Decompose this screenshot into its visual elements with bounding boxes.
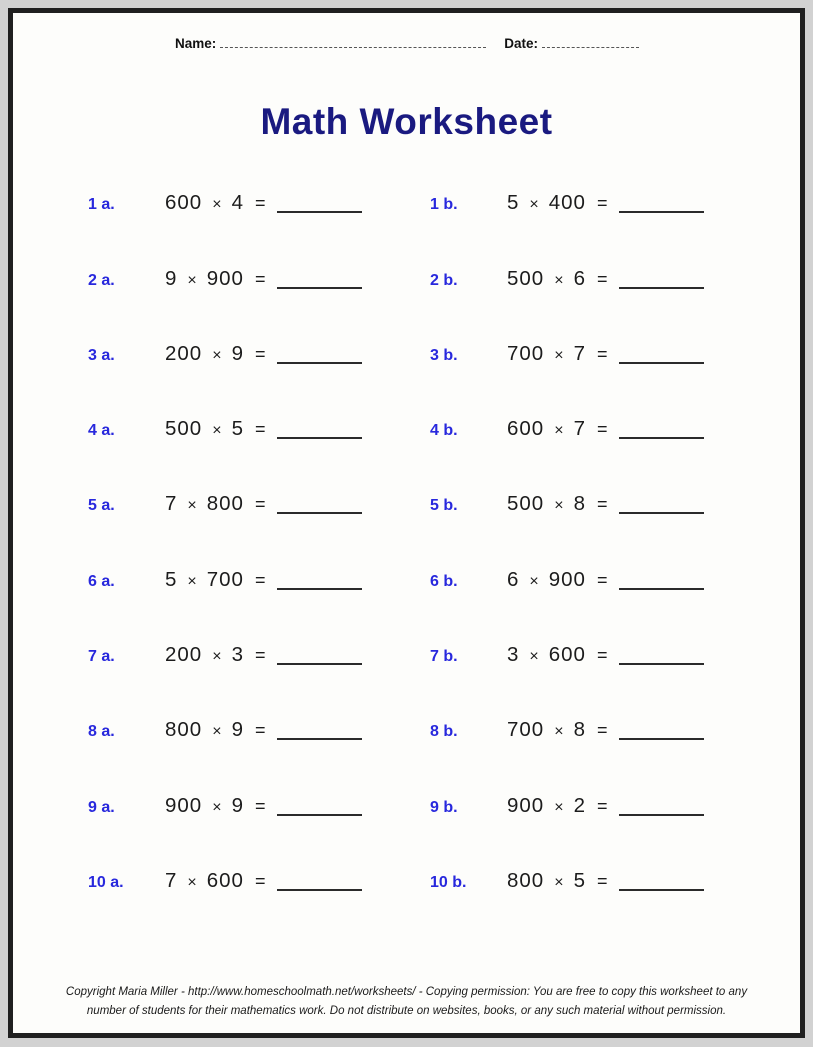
problem-number: 7 a. <box>88 648 115 666</box>
answer-blank[interactable] <box>619 588 704 590</box>
operand-1: 800 <box>507 868 545 892</box>
problem <box>88 869 362 893</box>
answer-blank[interactable] <box>277 663 362 665</box>
problem <box>430 794 704 818</box>
operand-1: 500 <box>507 266 545 290</box>
answer-blank[interactable] <box>277 211 362 213</box>
answer-blank[interactable] <box>619 437 704 439</box>
name-date-header <box>175 35 639 51</box>
multiply-sign: × <box>212 346 222 364</box>
problem <box>88 794 362 818</box>
operand-1: 3 <box>507 643 520 667</box>
multiply-sign: × <box>554 422 564 440</box>
problem <box>88 643 362 667</box>
operand-2: 600 <box>206 868 244 892</box>
operand-2: 700 <box>206 567 244 591</box>
problem <box>88 342 362 366</box>
problem-number: 8 a. <box>88 723 115 741</box>
operand-1: 7 <box>165 868 178 892</box>
operand-2: 8 <box>573 718 586 742</box>
operand-2: 4 <box>231 191 244 215</box>
answer-blank[interactable] <box>277 588 362 590</box>
answer-blank[interactable] <box>277 362 362 364</box>
problem <box>430 267 704 291</box>
multiply-sign: × <box>212 648 222 666</box>
problem <box>88 568 362 592</box>
problem-number: 10 a. <box>88 873 124 891</box>
problem-number: 3 a. <box>88 346 115 364</box>
multiply-sign: × <box>554 271 564 289</box>
equals-sign: = <box>254 795 266 816</box>
operand-1: 700 <box>507 341 545 365</box>
problem-row <box>13 391 800 466</box>
operand-2: 3 <box>231 643 244 667</box>
answer-blank[interactable] <box>277 287 362 289</box>
operand-1: 7 <box>165 492 178 516</box>
problem-row <box>13 240 800 315</box>
answer-blank[interactable] <box>277 889 362 891</box>
problem-row <box>13 843 800 918</box>
operand-2: 800 <box>206 492 244 516</box>
answer-blank[interactable] <box>277 512 362 514</box>
problem-number: 6 b. <box>430 572 458 590</box>
problem-row <box>13 165 800 240</box>
operand-2: 600 <box>548 643 586 667</box>
multiply-sign: × <box>554 798 564 816</box>
operand-2: 9 <box>231 793 244 817</box>
problem <box>430 342 704 366</box>
date-input-line[interactable] <box>542 35 639 48</box>
equals-sign: = <box>254 870 266 891</box>
problem-number: 5 b. <box>430 497 458 515</box>
copyright-footer <box>13 983 800 1021</box>
operand-2: 5 <box>573 868 586 892</box>
answer-blank[interactable] <box>619 889 704 891</box>
operand-1: 700 <box>507 718 545 742</box>
operand-2: 5 <box>231 417 244 441</box>
answer-blank[interactable] <box>277 738 362 740</box>
operand-1: 600 <box>165 191 203 215</box>
answer-blank[interactable] <box>619 663 704 665</box>
multiply-sign: × <box>187 271 197 289</box>
problem-number: 10 b. <box>430 873 467 891</box>
equals-sign: = <box>254 720 266 741</box>
multiply-sign: × <box>529 648 539 666</box>
operand-1: 6 <box>507 567 520 591</box>
equals-sign: = <box>254 569 266 590</box>
equals-sign: = <box>254 343 266 364</box>
problem-number: 1 b. <box>430 196 458 214</box>
answer-blank[interactable] <box>277 814 362 816</box>
problem <box>430 869 704 893</box>
problem-row <box>13 541 800 616</box>
problem-number: 8 b. <box>430 723 458 741</box>
problem-number: 6 a. <box>88 572 115 590</box>
equals-sign: = <box>254 419 266 440</box>
problem-number: 1 a. <box>88 196 115 214</box>
multiply-sign: × <box>554 497 564 515</box>
operand-2: 900 <box>206 266 244 290</box>
problem <box>430 191 704 215</box>
equals-sign: = <box>596 795 608 816</box>
equals-sign: = <box>596 645 608 666</box>
problems-grid <box>13 165 800 918</box>
problem-number: 3 b. <box>430 346 458 364</box>
operand-1: 500 <box>165 417 203 441</box>
equals-sign: = <box>596 193 608 214</box>
operand-2: 7 <box>573 341 586 365</box>
answer-blank[interactable] <box>619 738 704 740</box>
multiply-sign: × <box>212 196 222 214</box>
operand-1: 500 <box>507 492 545 516</box>
equals-sign: = <box>596 720 608 741</box>
problem <box>88 267 362 291</box>
answer-blank[interactable] <box>619 211 704 213</box>
answer-blank[interactable] <box>277 437 362 439</box>
operand-2: 900 <box>548 567 586 591</box>
copyright-line-1: Copyright Maria Miller - http://www.homeschoolmath.net/worksheets/ - Copying permission: You are free to copy this worksheet to any <box>65 986 748 998</box>
equals-sign: = <box>596 419 608 440</box>
operand-1: 900 <box>165 793 203 817</box>
copyright-line-2: number of students for their mathematics work. Do not distribute on websites, books, or any such material without permission. <box>86 1005 727 1017</box>
name-label: Name: <box>175 36 217 51</box>
problem <box>88 718 362 742</box>
problem-row <box>13 767 800 842</box>
equals-sign: = <box>596 268 608 289</box>
multiply-sign: × <box>187 873 197 891</box>
problem <box>88 417 362 441</box>
page-title: Math Worksheet <box>260 101 553 142</box>
multiply-sign: × <box>212 798 222 816</box>
multiply-sign: × <box>212 422 222 440</box>
equals-sign: = <box>596 343 608 364</box>
problem <box>430 492 704 516</box>
problem-number: 2 b. <box>430 271 458 289</box>
multiply-sign: × <box>187 497 197 515</box>
operand-2: 2 <box>573 793 586 817</box>
equals-sign: = <box>254 268 266 289</box>
operand-1: 9 <box>165 266 178 290</box>
operand-1: 5 <box>507 191 520 215</box>
worksheet-page <box>8 8 805 1038</box>
equals-sign: = <box>254 193 266 214</box>
operand-1: 5 <box>165 567 178 591</box>
multiply-sign: × <box>554 723 564 741</box>
problem <box>88 191 362 215</box>
problem-number: 2 a. <box>88 271 115 289</box>
operand-1: 200 <box>165 643 203 667</box>
operand-1: 800 <box>165 718 203 742</box>
problem <box>430 417 704 441</box>
multiply-sign: × <box>529 196 539 214</box>
operand-1: 200 <box>165 341 203 365</box>
equals-sign: = <box>254 494 266 515</box>
problem <box>88 492 362 516</box>
operand-2: 9 <box>231 718 244 742</box>
multiply-sign: × <box>212 723 222 741</box>
answer-blank[interactable] <box>619 814 704 816</box>
operand-1: 600 <box>507 417 545 441</box>
equals-sign: = <box>254 645 266 666</box>
equals-sign: = <box>596 494 608 515</box>
operand-2: 9 <box>231 341 244 365</box>
problem <box>430 643 704 667</box>
operand-2: 400 <box>548 191 586 215</box>
problem-row <box>13 316 800 391</box>
problem-number: 7 b. <box>430 648 458 666</box>
problem-number: 5 a. <box>88 497 115 515</box>
answer-blank[interactable] <box>619 512 704 514</box>
problem-row <box>13 617 800 692</box>
problem <box>430 718 704 742</box>
multiply-sign: × <box>554 346 564 364</box>
operand-2: 7 <box>573 417 586 441</box>
name-input-line[interactable] <box>220 35 486 48</box>
equals-sign: = <box>596 569 608 590</box>
problem <box>430 568 704 592</box>
problem-number: 9 a. <box>88 798 115 816</box>
multiply-sign: × <box>529 572 539 590</box>
operand-2: 6 <box>573 266 586 290</box>
answer-blank[interactable] <box>619 362 704 364</box>
multiply-sign: × <box>554 873 564 891</box>
operand-1: 900 <box>507 793 545 817</box>
problem-number: 9 b. <box>430 798 458 816</box>
problem-row <box>13 466 800 541</box>
problem-number: 4 a. <box>88 422 115 440</box>
equals-sign: = <box>596 870 608 891</box>
operand-2: 8 <box>573 492 586 516</box>
problem-row <box>13 692 800 767</box>
date-label: Date: <box>504 36 539 51</box>
multiply-sign: × <box>187 572 197 590</box>
answer-blank[interactable] <box>619 287 704 289</box>
problem-number: 4 b. <box>430 422 458 440</box>
